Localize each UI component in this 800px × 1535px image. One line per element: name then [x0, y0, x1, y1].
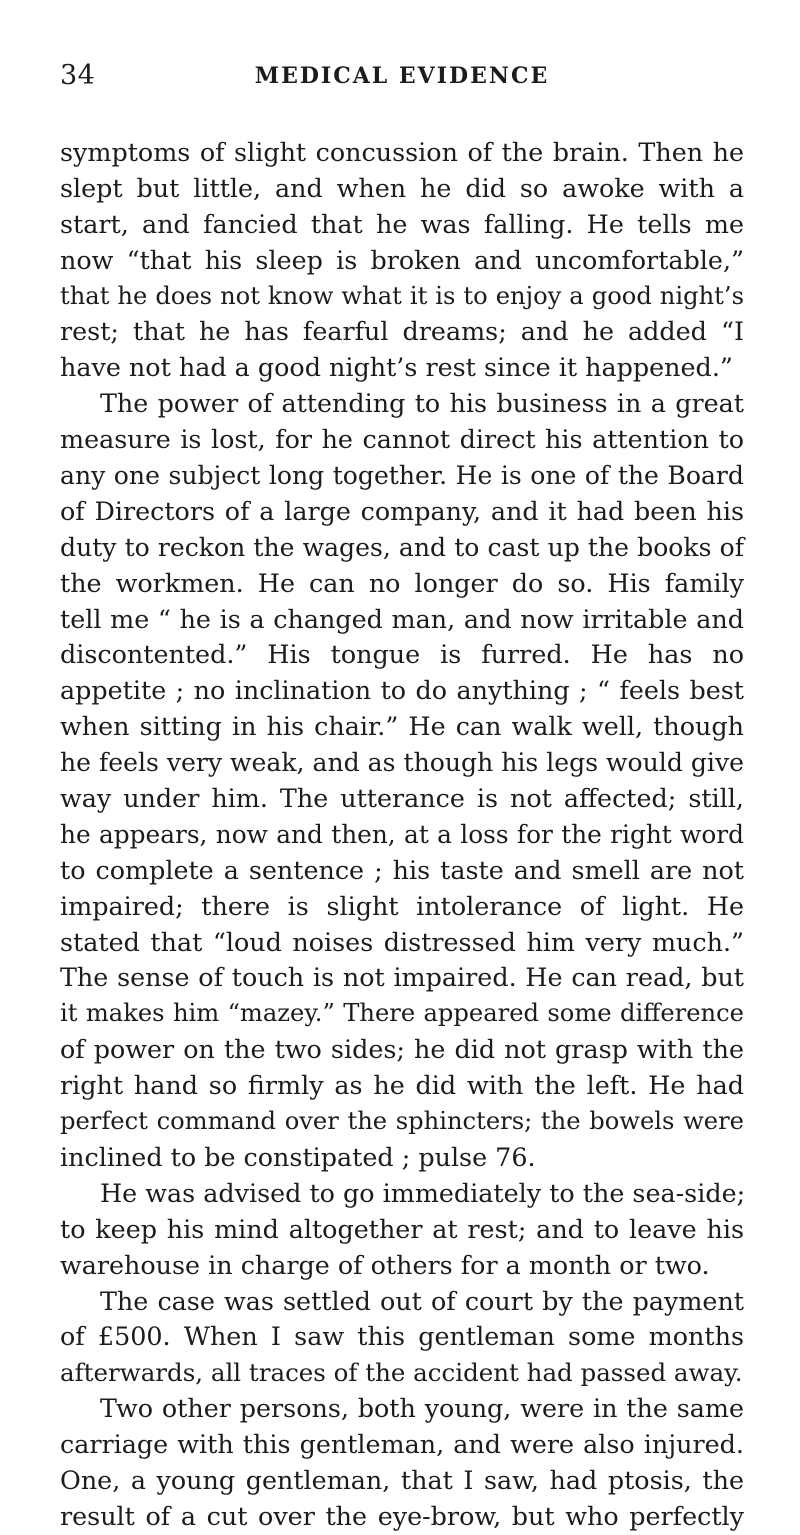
text-line: result of a cut over the eye-brow, but who perfectly: [60, 1500, 744, 1531]
text-line: any one subject long together. He is one of the Board: [60, 461, 744, 491]
text-line: start, and fancied that he was falling. He tells me: [60, 208, 744, 239]
text-line: afterwards, all traces of the accident had passed away.: [60, 1358, 743, 1388]
text-line: when sitting in his chair.” He can walk well, though: [60, 711, 744, 742]
text-line: he appears, now and then, at a loss for the right word: [60, 819, 744, 849]
text-line: to keep his mind altogether at rest; and to leave his: [60, 1213, 744, 1244]
body-text: [60, 135, 744, 1535]
text-line: appetite ; no inclination to do anything ; “ feels best: [60, 675, 744, 706]
page-number: 34: [60, 60, 96, 91]
text-line: now “that his sleep is broken and uncomfortable,”: [60, 244, 744, 275]
text-line: rest; that he has fearful dreams; and he added “I: [60, 316, 744, 347]
text-line: measure is lost, for he cannot direct his attention to: [60, 424, 744, 455]
text-line: that he does not know what it is to enjoy a good night’s: [60, 281, 744, 310]
text-line: warehouse in charge of others for a month or two.: [60, 1249, 710, 1280]
text-line: stated that “loud noises distressed him very much.”: [60, 926, 744, 957]
text-line: discontented.” His tongue is furred. He has no: [60, 639, 744, 670]
text-line: One, a young gentleman, that I saw, had ptosis, the: [60, 1464, 744, 1495]
text-line: duty to reckon the wages, and to cast up the books of: [60, 532, 744, 562]
text-line: The sense of touch is not impaired. He can read, but: [60, 962, 744, 993]
text-line: to complete a sentence ; his taste and smell are not: [60, 854, 744, 885]
text-line: tell me “ he is a changed man, and now irritable and: [60, 603, 744, 634]
text-line: The case was settled out of court by the payment: [100, 1285, 744, 1316]
text-line: have not had a good night’s rest since it happened.”: [60, 352, 733, 383]
text-line: he feels very weak, and as though his legs would give: [60, 748, 744, 778]
running-head: MEDICAL EVIDENCE: [254, 63, 550, 89]
text-line: of £500. When I saw this gentleman some months: [60, 1321, 744, 1352]
text-line: impaired; there is slight intolerance of light. He: [60, 890, 744, 921]
text-line: The power of attending to his business in a great: [100, 388, 744, 419]
page-header: [60, 60, 744, 100]
text-line: perfect command over the sphincters; the bowels were: [60, 1107, 744, 1136]
text-line: the workmen. He can no longer do so. His family: [60, 567, 744, 598]
text-line: inclined to be constipated ; pulse 76.: [60, 1141, 536, 1172]
text-line: slept but little, and when he did so awoke with a: [60, 172, 744, 203]
text-line: He was advised to go immediately to the sea-side;: [100, 1177, 746, 1208]
text-line: of Directors of a large company, and it had been his: [60, 495, 744, 526]
text-line: way under him. The utterance is not affected; still,: [60, 783, 744, 814]
text-line: it makes him “mazey.” There appeared some difference: [60, 999, 744, 1028]
text-line: of power on the two sides; he did not grasp with the: [60, 1034, 744, 1065]
text-line: Two other persons, both young, were in the same: [100, 1393, 744, 1424]
text-line: right hand so firmly as he did with the left. He had: [60, 1070, 744, 1101]
text-line: symptoms of slight concussion of the brain. Then he: [60, 137, 744, 167]
text-line: carriage with this gentleman, and were also injured.: [60, 1429, 744, 1460]
